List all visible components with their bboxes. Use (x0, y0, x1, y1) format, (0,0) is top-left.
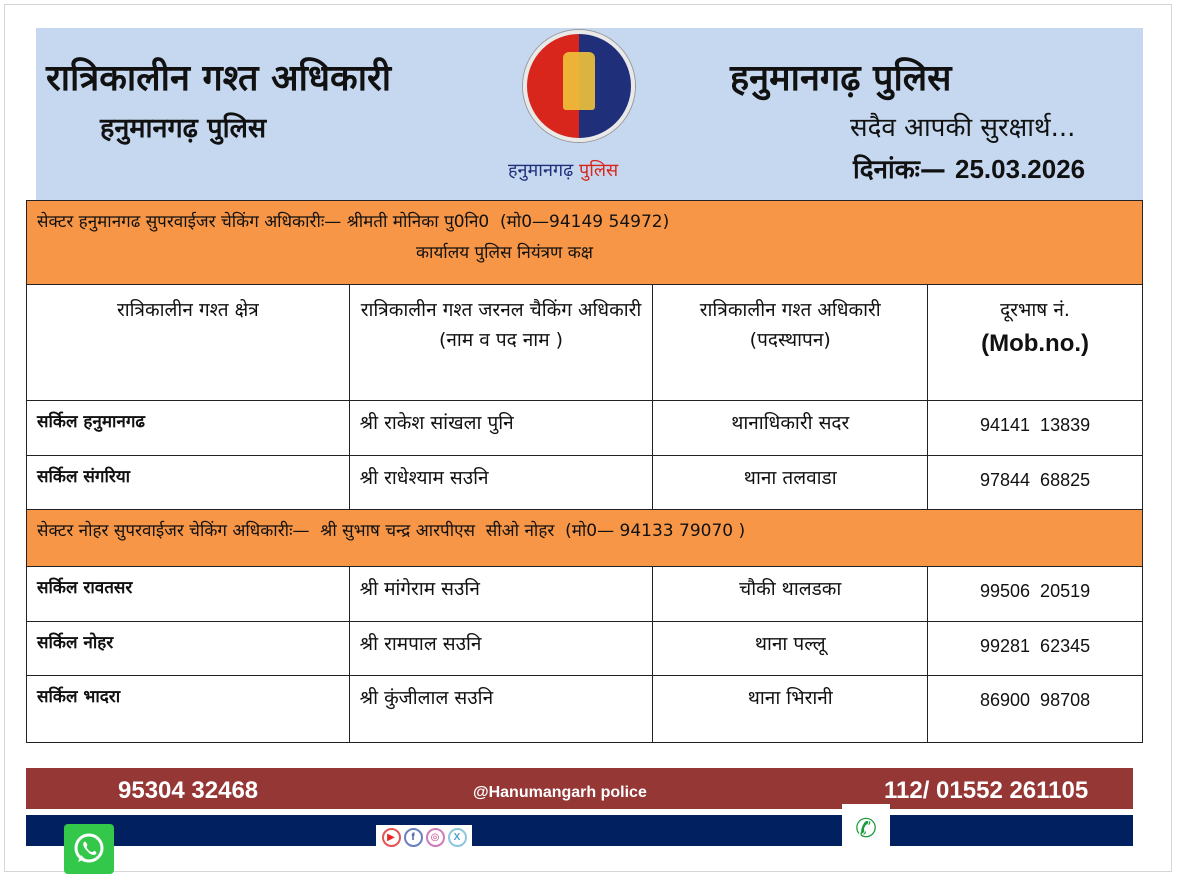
posting: थाना तलवाडा (653, 456, 928, 510)
date-row (853, 150, 1085, 186)
logo-caption (508, 158, 618, 182)
phone: 99281 62345 (928, 622, 1143, 676)
table-row (27, 622, 1143, 676)
officer: श्री राधेश्याम सउनि (349, 456, 653, 510)
footer-contact-bar (26, 768, 1133, 809)
whatsapp-icon (64, 824, 114, 874)
posting: थानाधिकारी सदर (653, 401, 928, 456)
posting: थाना पल्लू (653, 622, 928, 676)
facebook-icon: f (404, 828, 423, 847)
col-phone-hi: दूरभाष नं. (1000, 299, 1070, 321)
table-header (27, 285, 1143, 401)
col-phone-en: (Mob.no.) (981, 330, 1090, 358)
table-row (27, 676, 1143, 743)
whatsapp-number: 95304 32468 (118, 777, 259, 804)
social-handle: @Hanumangarh police (473, 784, 647, 801)
sector2-officer: सेक्टर नोहर सुपरवाईजर चेकिंग अधिकारीः— श्री सुभाष चन्द्र आरपीएस सीओ नोहर (मो0— 94133 79070 ) (37, 521, 746, 541)
officer: श्री मांगेराम सउनि (349, 567, 653, 622)
col-officer: रात्रिकालीन गश्त जरनल चैकिंग अधिकारी (नाम व पद नाम ) (349, 285, 653, 401)
sector-row (27, 510, 1143, 567)
posting: थाना भिरानी (653, 676, 928, 743)
logo-caption-1: हनुमानगढ़ (508, 160, 574, 181)
patrol-table (26, 200, 1143, 743)
area: सर्किल नोहर (27, 622, 350, 676)
phone: 94141 13839 (928, 401, 1143, 456)
table-row (27, 567, 1143, 622)
phone: 86900 98708 (928, 676, 1143, 743)
sector-row (27, 201, 1143, 285)
phone: 97844 68825 (928, 456, 1143, 510)
date-label: दिनांकः— (853, 155, 946, 185)
table-row (27, 401, 1143, 456)
logo-caption-2: पुलिस (578, 160, 619, 181)
instagram-icon: ◎ (426, 828, 445, 847)
youtube-icon: ▶ (382, 828, 401, 847)
helpline-number: 112/ 01552 261105 (884, 777, 1089, 804)
header-subtitle: हनुमानगढ़ पुलिस (100, 113, 267, 144)
area: सर्किल भादरा (27, 676, 350, 743)
sector1-office: कार्यालय पुलिस नियंत्रण कक्ष (415, 243, 593, 263)
date-value: 25.03.2026 (955, 154, 1086, 184)
table-row (27, 456, 1143, 510)
phone: 99506 20519 (928, 567, 1143, 622)
x-icon: X (448, 828, 467, 847)
col-area: रात्रिकालीन गश्त क्षेत्र (27, 285, 350, 401)
posting: चौकी थालडका (653, 567, 928, 622)
phone-icon: ✆ (842, 804, 890, 852)
tagline: सदैव आपकी सुरक्षार्थ... (850, 113, 1076, 143)
officer: श्री राकेश सांखला पुनि (349, 401, 653, 456)
sector1-officer: सेक्टर हनुमानगढ सुपरवाईजर चेकिंग अधिकारीः— श्रीमती मोनिका पु0नि0 (मो0—94149 54972) (37, 212, 670, 232)
officer: श्री कुंजीलाल सउनि (349, 676, 653, 743)
officer: श्री रामपाल सउनि (349, 622, 653, 676)
header-right-title: हनुमानगढ़ पुलिस (730, 58, 952, 99)
header-title: रात्रिकालीन गश्त अधिकारी (46, 58, 392, 99)
area: सर्किल रावतसर (27, 567, 350, 622)
area: सर्किल संगरिया (27, 456, 350, 510)
footer-blue-bar (26, 815, 1133, 846)
police-logo (523, 30, 635, 142)
social-icons (376, 825, 472, 850)
col-phone (928, 285, 1143, 401)
col-posting: रात्रिकालीन गश्त अधिकारी (पदस्थापन) (653, 285, 928, 401)
area: सर्किल हनुमानगढ (27, 401, 350, 456)
